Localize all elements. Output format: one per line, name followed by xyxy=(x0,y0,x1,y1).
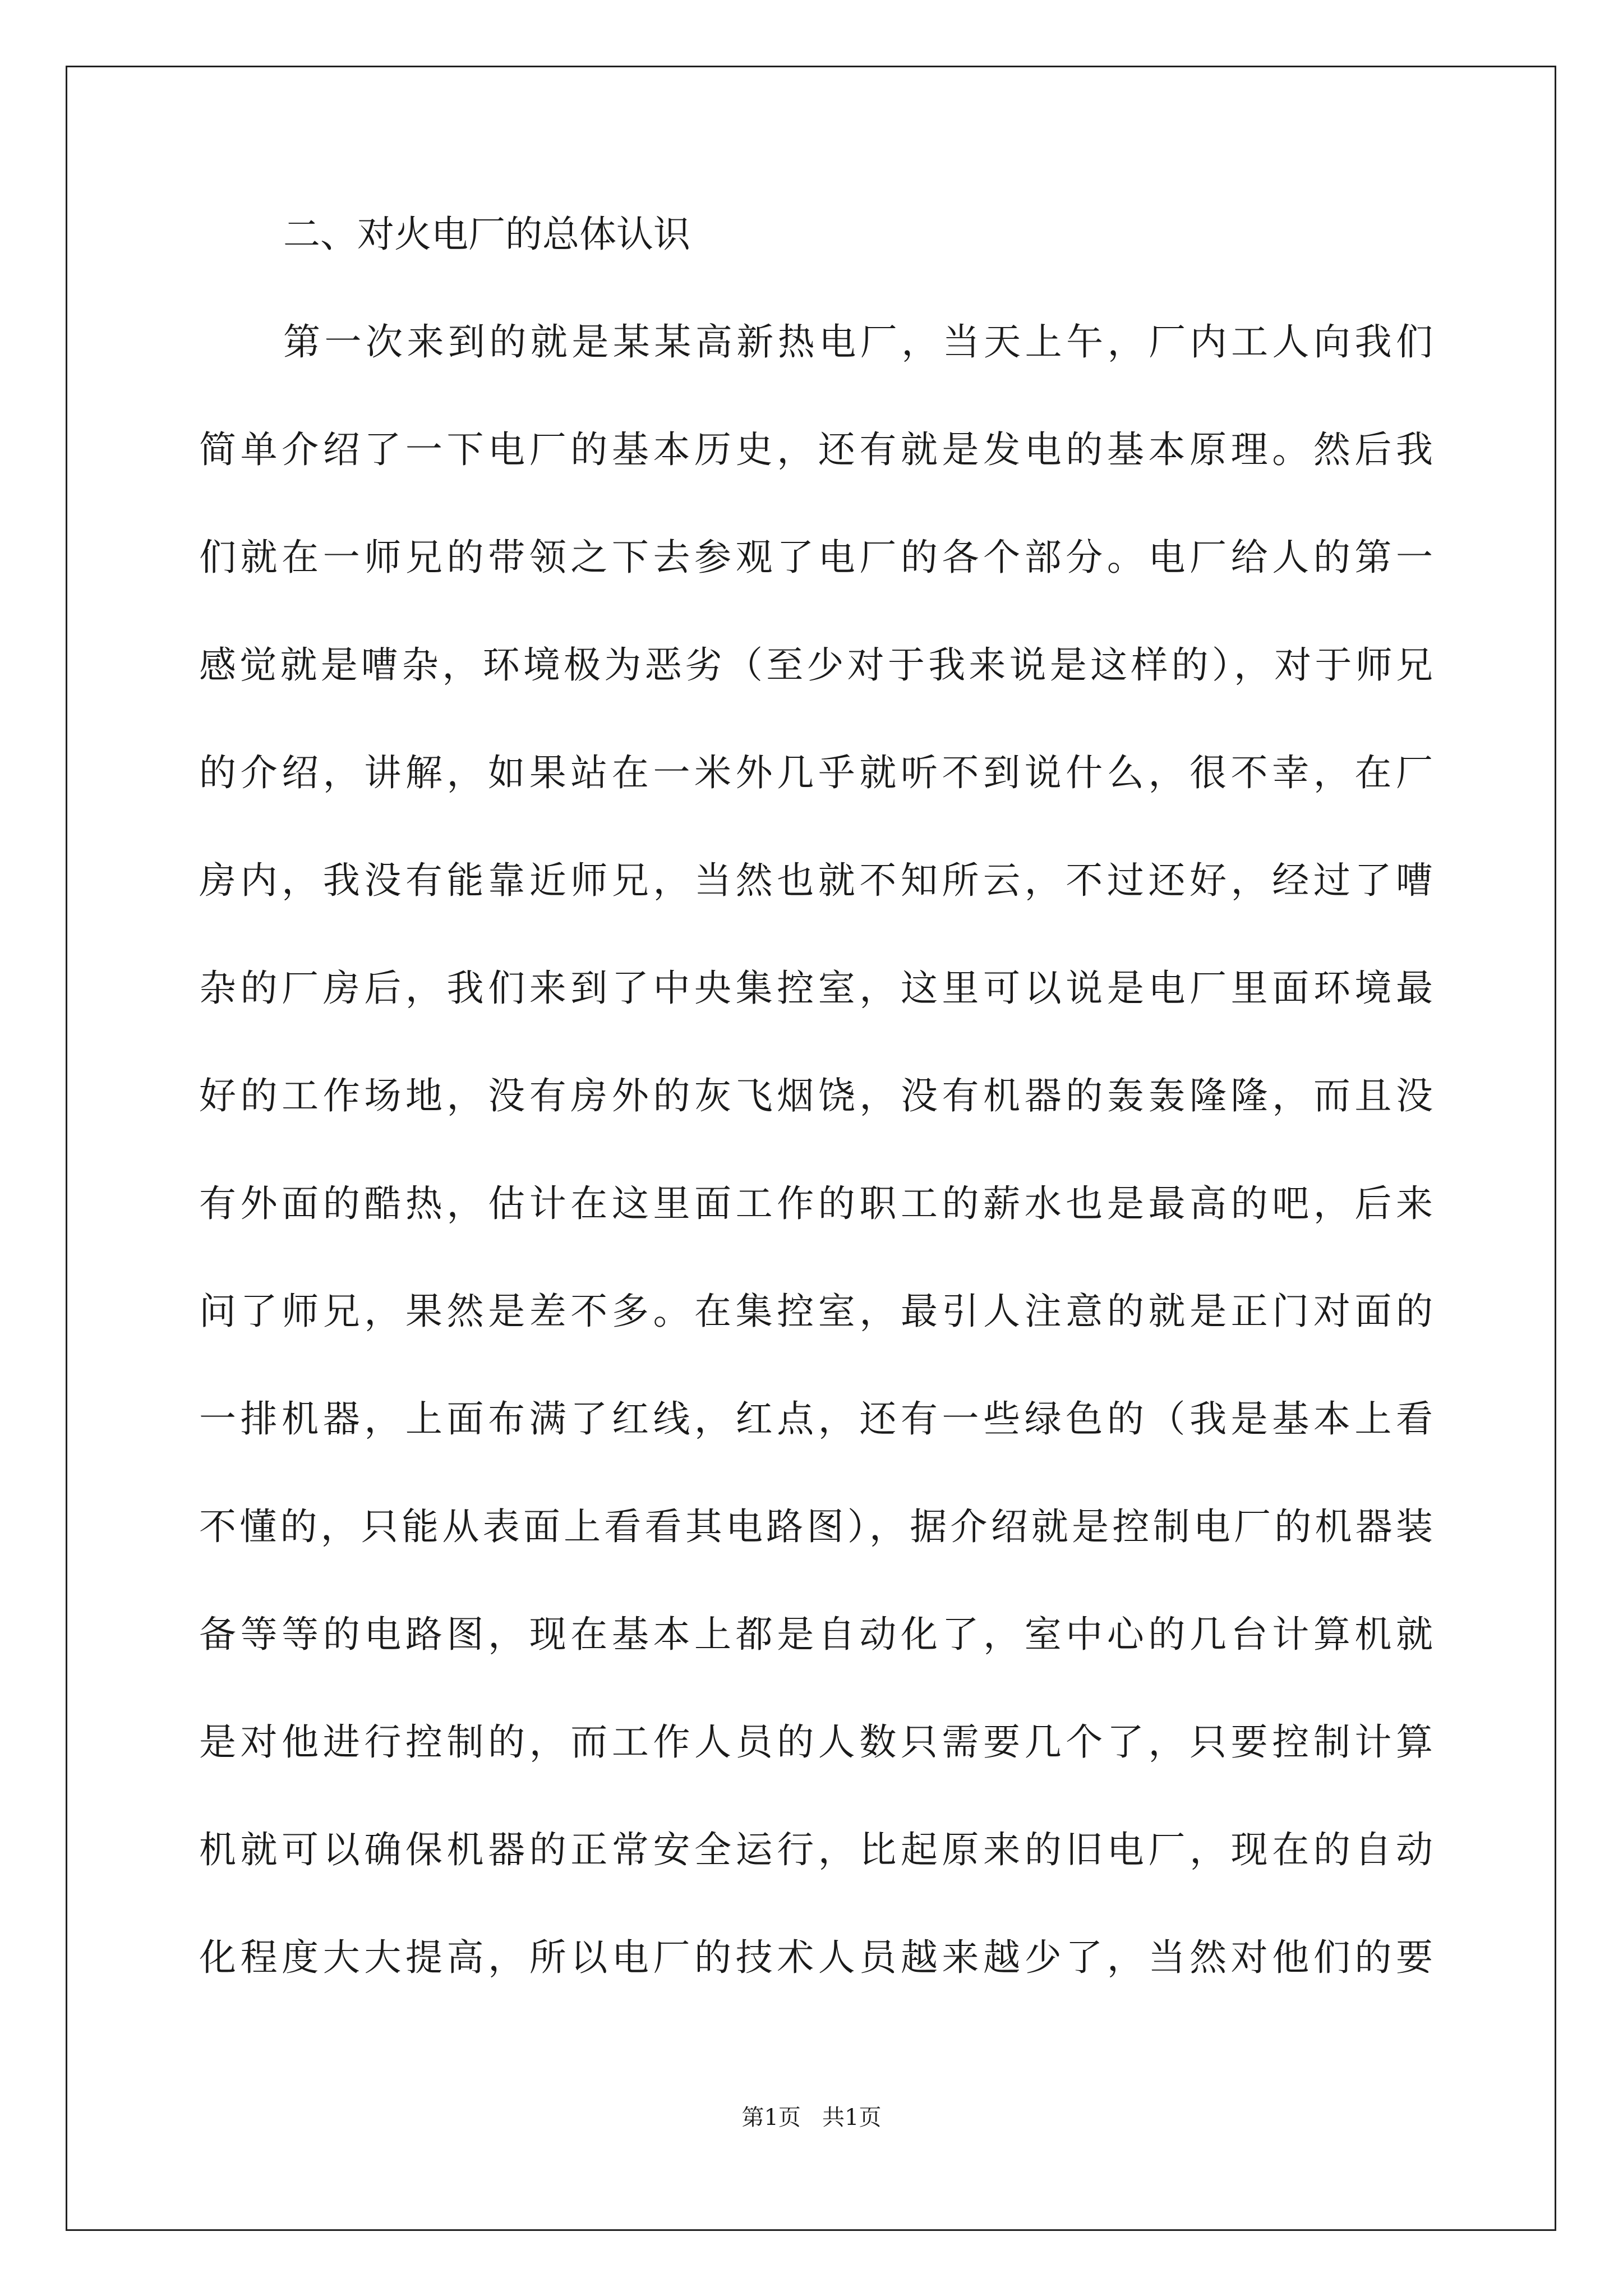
paragraph-line: 备等等的电路图，现在基本上都是自动化了，室中心的几台计算机就 xyxy=(199,1613,1433,1656)
paragraph-line: 有外面的酷热，估计在这里面工作的职工的薪水也是最高的吧，后来 xyxy=(199,1182,1433,1225)
paragraph-line: 好的工作场地，没有房外的灰飞烟饶，没有机器的轰轰隆隆，而且没 xyxy=(199,1074,1433,1117)
paragraph-line: 化程度大大提高，所以电厂的技术人员越来越少了，当然对他们的要 xyxy=(199,1936,1433,1979)
paragraph-line: 感觉就是嘈杂，环境极为恶劣（至少对于我来说是这样的），对于师兄 xyxy=(199,643,1433,687)
paragraph-line: 房内，我没有能靠近师兄，当然也就不知所云，不过还好，经过了嘈 xyxy=(199,859,1433,902)
page-number-footer: 第1页 共1页 xyxy=(741,2105,882,2131)
paragraph-line: 杂的厂房后，我们来到了中央集控室，这里可以说是电厂里面环境最 xyxy=(199,967,1433,1010)
paragraph-line: 是对他进行控制的，而工作人员的人数只需要几个了，只要控制计算 xyxy=(199,1720,1433,1764)
paragraph-line: 不懂的，只能从表面上看看其电路图），据介绍就是控制电厂的机器装 xyxy=(199,1505,1433,1548)
paragraph-line: 的介绍，讲解，如果站在一米外几乎就听不到说什么，很不幸，在厂 xyxy=(199,751,1433,794)
section-heading: 二、对火电厂的总体认识 xyxy=(283,213,690,256)
paragraph-line: 一排机器，上面布满了红线，红点，还有一些绿色的（我是基本上看 xyxy=(199,1397,1433,1441)
document-body xyxy=(199,208,1433,2039)
body-paragraph xyxy=(199,315,1433,1985)
paragraph-line: 第一次来到的就是某某高新热电厂，当天上午，厂内工人向我们 xyxy=(283,320,1433,364)
paragraph-line: 们就在一师兄的带领之下去参观了电厂的各个部分。电厂给人的第一 xyxy=(199,536,1433,579)
paragraph-line: 简单介绍了一下电厂的基本历史，还有就是发电的基本原理。然后我 xyxy=(199,428,1433,471)
paragraph-line: 问了师兄，果然是差不多。在集控室，最引人注意的就是正门对面的 xyxy=(199,1290,1433,1333)
paragraph-line: 机就可以确保机器的正常安全运行，比起原来的旧电厂，现在的自动 xyxy=(199,1828,1433,1871)
